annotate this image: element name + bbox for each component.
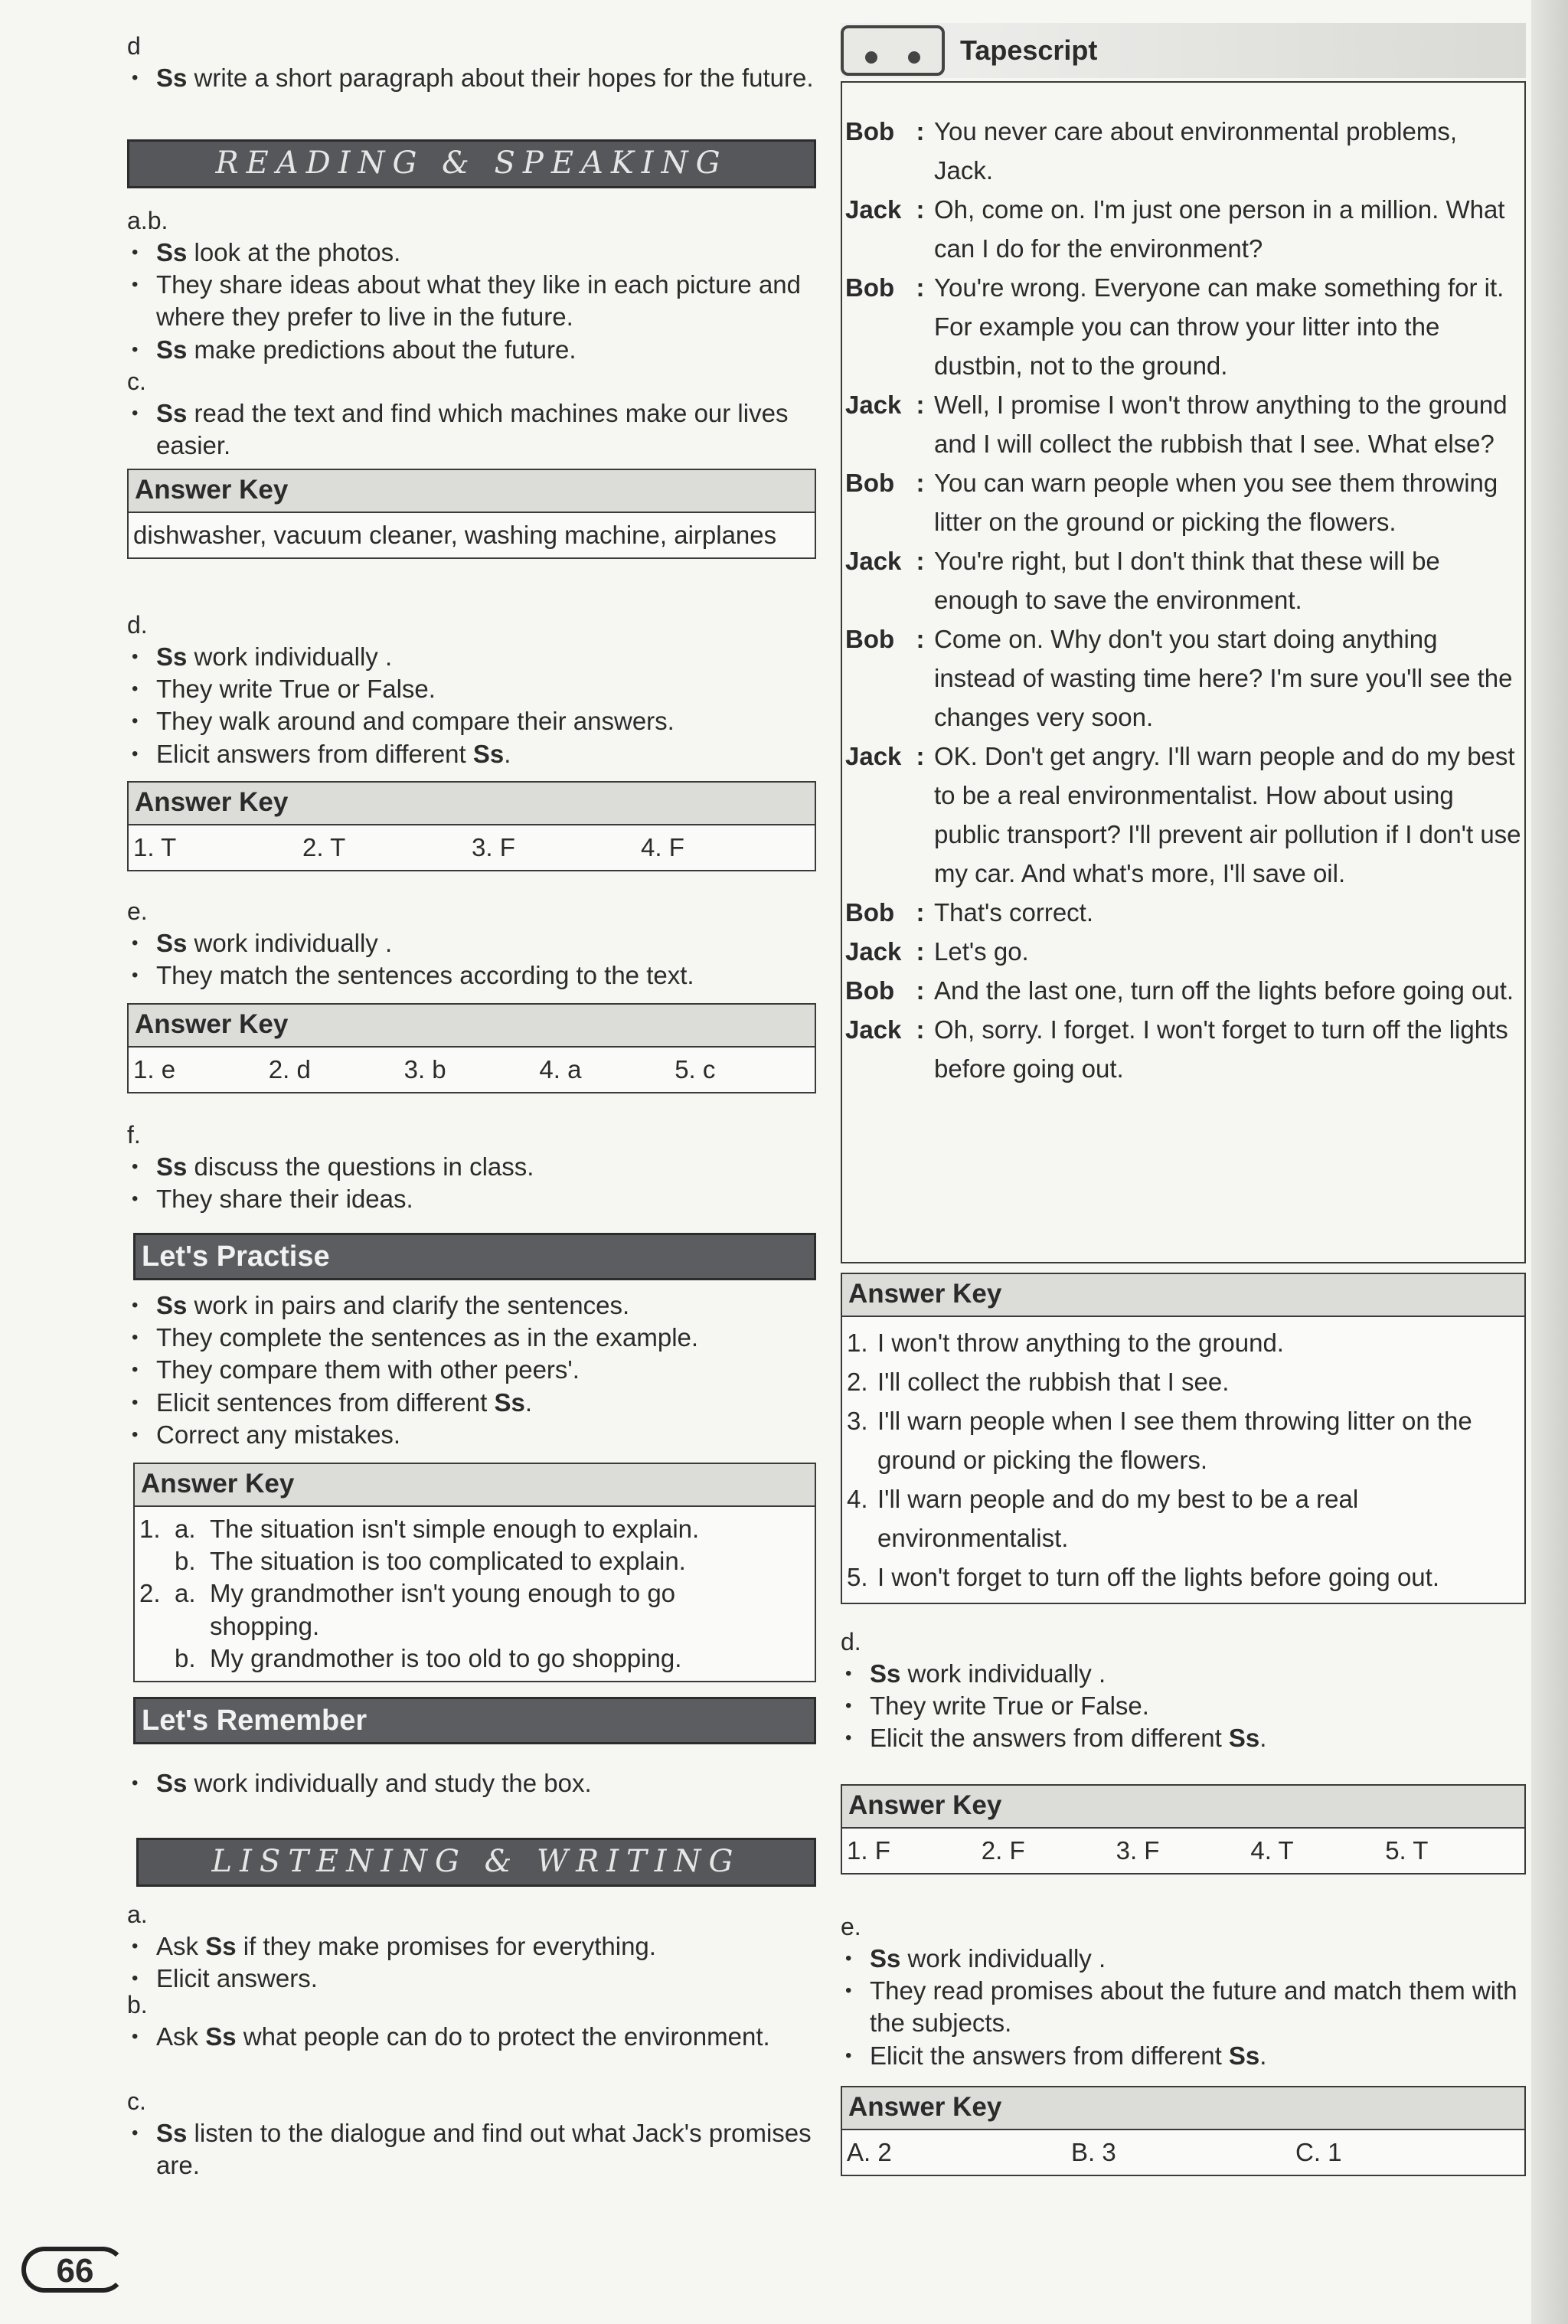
bold-term: Ss (156, 63, 188, 92)
bullet-text: work individually . (187, 928, 393, 957)
answer-cell: 5. c (675, 1055, 716, 1084)
bullet-list (127, 1930, 816, 1995)
bullet-text: They complete the sentences as in the example. (156, 1323, 699, 1352)
bullet-text: look at the photos. (187, 237, 401, 266)
bullet-text-end: . (1259, 1724, 1267, 1753)
answer-key-title: Answer Key (129, 470, 815, 513)
dialogue-text: Oh, sorry. I forget. I won't forget to turn off the lights before going out. (934, 1015, 1508, 1083)
dialogue-text: Come on. Why don't you start doing anything instead of wasting time here? I'm sure you'll see the changes very soon. (934, 625, 1513, 731)
answer-cell: 1. F (847, 1836, 890, 1865)
answer-line (139, 1513, 810, 1545)
answer-number: 4. (847, 1485, 868, 1513)
dialogue-text: Well, I promise I won't throw anything to the ground and I will collect the rubbish that I see. What else? (934, 391, 1508, 458)
answer-text: I won't forget to turn off the lights before going out. (877, 1563, 1439, 1591)
bold-term: Ss (156, 1152, 188, 1181)
speaker-name: Bob (845, 976, 895, 1005)
bullet-item (127, 1289, 816, 1322)
bullet-item (127, 334, 816, 366)
bullet-text: They walk around and compare their answers. (156, 707, 675, 736)
answer-cell: 2. d (268, 1055, 311, 1084)
section-letter: a.b. (127, 207, 168, 234)
answer-cell: 4. a (539, 1055, 582, 1084)
bold-term: Ss (156, 1769, 188, 1797)
dialogue-line (842, 893, 1524, 932)
bullet-item (127, 927, 816, 959)
speaker-colon: : (916, 195, 925, 224)
answer-key-title: Answer Key (135, 1464, 815, 1507)
answer-line (139, 1577, 810, 1610)
bullet-text: They share their ideas. (156, 1185, 413, 1214)
speaker-name: Jack (845, 195, 902, 224)
speaker-name: Jack (845, 547, 902, 575)
bullet-text: They match the sentences according to the text. (156, 961, 694, 990)
speaker-colon: : (916, 625, 925, 653)
dialogue-text: OK. Don't get angry. I'll warn people and do my best to be a real environmentalist. How about using public transport? I'll prevent air pollution if I don't use my car. And what's more, I'll save oil. (934, 742, 1521, 887)
answer-number: 2. (139, 1579, 161, 1608)
answer-line (847, 1323, 1520, 1362)
reading-speaking-banner (127, 139, 816, 188)
section-lc (127, 2086, 816, 2182)
bullet-list (127, 2117, 816, 2182)
answer-key-grid (842, 2130, 1524, 2175)
bullet-text: discuss the questions in class. (187, 1152, 534, 1181)
answer-key-1 (127, 469, 816, 559)
bold-term: Ss (205, 1931, 237, 1960)
speaker-name: Bob (845, 273, 895, 302)
bold-term: Ss (156, 928, 188, 957)
answer-text: shopping. (210, 1611, 320, 1640)
speaker-colon: : (916, 898, 925, 927)
speaker-colon: : (916, 1015, 925, 1044)
dialogue-line (842, 190, 1524, 268)
answer-line (139, 1610, 810, 1642)
answer-cell: 4. F (641, 833, 684, 861)
dialogue-text: You never care about environmental problems, Jack. (934, 117, 1458, 185)
answer-key-4 (133, 1463, 816, 1682)
answer-number (139, 1642, 175, 1675)
bullet-text: work individually . (187, 642, 393, 671)
bullet-text-end: . (1259, 2041, 1267, 2070)
bullet-text: Elicit the answers from different (870, 2041, 1229, 2070)
bold-term: Ss (494, 1388, 525, 1417)
answer-line (139, 1642, 810, 1675)
bullet-text: Ask (156, 1931, 206, 1960)
dialogue-text: Let's go. (934, 937, 1029, 966)
bullet-text: Elicit answers. (156, 1964, 318, 1993)
answer-number: 1. (847, 1329, 868, 1357)
dialogue-line (842, 541, 1524, 619)
bold-term: Ss (1228, 1724, 1260, 1753)
section-e (127, 896, 816, 992)
answer-text: My grandmother isn't young enough to go (210, 1579, 676, 1608)
bullet-list (127, 1151, 816, 1215)
speaker-colon: : (916, 469, 925, 497)
section-d (127, 610, 816, 770)
bold-term: Ss (156, 335, 188, 364)
bullet-item (127, 1151, 816, 1183)
section-letter: c. (127, 368, 146, 395)
section-lb (127, 1989, 816, 2053)
dialogue-line (842, 268, 1524, 385)
bullet-item (127, 1387, 816, 1419)
banner-title: LISTENING & WRITING (211, 1844, 741, 1880)
answer-key-title: Answer Key (842, 1274, 1524, 1317)
bullet-text: work individually and study the box. (187, 1769, 592, 1797)
bullet-text: Elicit the answers from different (870, 1724, 1229, 1753)
dialogue-line (842, 737, 1524, 893)
bullet-text: Correct any mistakes. (156, 1420, 401, 1449)
dialogue-line (842, 932, 1524, 971)
bullet-text-end: . (504, 739, 511, 768)
bullet-text: work individually . (900, 1943, 1106, 1973)
answer-key-3 (127, 1003, 816, 1093)
answer-number: 1. (139, 1515, 161, 1543)
page-edge (1531, 0, 1568, 2324)
bullet-list (127, 641, 816, 770)
bar-title: Let's Remember (142, 1704, 368, 1737)
dialogue-line (842, 463, 1524, 541)
bullet-item (127, 1183, 816, 1215)
section-letter: d. (841, 1628, 861, 1656)
dialogue-line (842, 112, 1524, 190)
answer-text: I'll warn people when I see them throwing litter on the ground or picking the flowers. (877, 1407, 1472, 1474)
bold-term: Ss (472, 739, 505, 768)
answer-text: I won't throw anything to the ground. (877, 1329, 1284, 1357)
bold-term: Ss (1228, 2041, 1260, 2070)
answer-cell: 3. b (403, 1055, 446, 1084)
speaker-name: Bob (845, 117, 895, 145)
answer-key-lines (135, 1507, 815, 1681)
answer-text: My grandmother is too old to go shopping. (210, 1643, 682, 1672)
section-practise (127, 1289, 816, 1451)
answer-cell: 1. e (133, 1055, 176, 1084)
bullet-item (127, 2117, 816, 2182)
answer-key-2 (127, 781, 816, 871)
bullet-list (841, 1658, 1526, 1755)
dialogue-text: You're wrong. Everyone can make something for it. For example you can throw your litter into the dustbin, not to the ground. (934, 273, 1504, 380)
bold-term: Ss (156, 2118, 188, 2147)
lets-remember-bar (133, 1697, 816, 1744)
speaker-name: Jack (845, 742, 902, 770)
speaker-name: Bob (845, 469, 895, 497)
answer-line (847, 1362, 1520, 1401)
bullet-item (127, 1354, 816, 1386)
bold-term: Ss (205, 2022, 237, 2051)
bullet-list (841, 1943, 1526, 2072)
tapescript-title: Tapescript (960, 34, 1098, 66)
section-letter: e. (841, 1913, 861, 1940)
answer-key-text: dishwasher, vacuum cleaner, washing machine, airplanes (133, 521, 777, 549)
bullet-text: work individually . (900, 1659, 1106, 1688)
dialogue-text: You can warn people when you see them throwing litter on the ground or picking the flowers. (934, 469, 1498, 536)
section-right-e (841, 1911, 1526, 2072)
bullet-text: write a short paragraph about their hopes for the future. (187, 63, 814, 92)
answer-number (139, 1545, 175, 1577)
speaker-colon: : (916, 937, 925, 966)
bullet-item (841, 1975, 1526, 2039)
bullet-item (127, 1322, 816, 1354)
answer-key-6 (841, 1784, 1526, 1875)
answer-sub-letter: a. (175, 1515, 196, 1543)
dialogue-text: You're right, but I don't think that these will be enough to save the environment. (934, 547, 1440, 614)
bullet-text: Elicit sentences from different (156, 1388, 495, 1417)
bullet-item (841, 1690, 1526, 1722)
page-number-text: 66 (56, 2251, 94, 2290)
section-letter: f. (127, 1121, 141, 1149)
bullet-item (127, 1930, 816, 1963)
answer-cell: 2. F (981, 1836, 1025, 1865)
answer-number: 2. (847, 1368, 868, 1396)
bullet-item (127, 959, 816, 992)
bold-term: Ss (156, 642, 188, 671)
answer-sub-letter: b. (175, 1547, 196, 1576)
bullet-list (127, 237, 816, 366)
bullet-list (127, 62, 816, 94)
cassette-tape-icon (841, 25, 945, 76)
bold-term: Ss (870, 1659, 901, 1688)
bold-term: Ss (156, 1291, 188, 1319)
bullet-item (127, 705, 816, 737)
section-la (127, 1899, 816, 1995)
bullet-text: work in pairs and clarify the sentences. (187, 1291, 630, 1319)
dialogue-text: That's correct. (934, 898, 1094, 927)
answer-text: The situation is too complicated to explain. (210, 1547, 686, 1576)
dialogue-line (842, 1010, 1524, 1088)
speaker-name: Bob (845, 625, 895, 653)
answer-cell: 4. T (1250, 1836, 1294, 1865)
bullet-text: make predictions about the future. (187, 335, 577, 364)
tapescript-header (841, 23, 1526, 78)
bullet-item (841, 1722, 1526, 1754)
lets-practise-bar (133, 1233, 816, 1280)
answer-key-7 (841, 2086, 1526, 2176)
answer-cell: C. 1 (1295, 2138, 1342, 2166)
listening-writing-banner (136, 1838, 816, 1887)
bullet-item (127, 397, 816, 462)
answer-cell: B. 3 (1071, 2138, 1116, 2166)
bullet-text-end: if they make promises for everything. (236, 1931, 656, 1960)
bullet-list (127, 397, 816, 462)
bullet-item (127, 673, 816, 705)
answer-cell: 1. T (133, 833, 177, 861)
bullet-item (127, 1767, 816, 1799)
bullet-item (127, 237, 816, 269)
answer-key-grid (129, 825, 815, 870)
answer-line (847, 1479, 1520, 1558)
answer-key-title: Answer Key (129, 1005, 815, 1048)
bullet-item (841, 2040, 1526, 2072)
answer-sub-letter: a. (175, 1579, 196, 1608)
bullet-text: They share ideas about what they like in each picture and where they prefer to live in the future. (156, 270, 802, 332)
bullet-list (127, 1289, 816, 1451)
answer-key-title: Answer Key (842, 2087, 1524, 2130)
section-letter: c. (127, 2087, 146, 2115)
bullet-item (127, 641, 816, 673)
section-c (127, 366, 816, 462)
bullet-list (127, 927, 816, 992)
bar-title: Let's Practise (142, 1240, 330, 1273)
bullet-text: They write True or False. (156, 675, 436, 704)
answer-key-title: Answer Key (129, 783, 815, 825)
answer-number: 5. (847, 1563, 868, 1591)
dialogue-line (842, 385, 1524, 463)
answer-line (847, 1558, 1520, 1597)
page-number (18, 2244, 132, 2299)
speaker-colon: : (916, 273, 925, 302)
dialogue-line (842, 619, 1524, 737)
speaker-colon: : (916, 547, 925, 575)
answer-number (139, 1610, 175, 1642)
bullet-list (127, 1767, 816, 1799)
dialogue-text: Oh, come on. I'm just one person in a million. What can I do for the environment? (934, 195, 1505, 263)
bullet-text-end: what people can do to protect the environment. (236, 2022, 770, 2051)
bold-term: Ss (870, 1943, 901, 1973)
answer-number: 3. (847, 1407, 868, 1435)
answer-text: I'll collect the rubbish that I see. (877, 1368, 1230, 1396)
bullet-item (127, 1419, 816, 1451)
answer-cell: 3. F (1116, 1836, 1160, 1865)
speaker-colon: : (916, 742, 925, 770)
section-right-d (841, 1626, 1526, 1755)
section-letter: a. (127, 1901, 148, 1928)
speaker-name: Bob (845, 898, 895, 927)
answer-cell: 2. T (302, 833, 346, 861)
answer-sub-letter: b. (175, 1643, 196, 1672)
answer-key-lines (842, 1317, 1524, 1603)
answer-line (139, 1545, 810, 1577)
speaker-name: Jack (845, 391, 902, 419)
speaker-colon: : (916, 391, 925, 419)
bullet-item (127, 738, 816, 770)
tapescript-dialogue (841, 81, 1526, 1263)
section-d-top (127, 31, 816, 94)
answer-text: The situation isn't simple enough to explain. (210, 1515, 700, 1543)
answer-key-5 (841, 1273, 1526, 1604)
answer-key-grid (129, 1048, 815, 1092)
speaker-name: Jack (845, 1015, 902, 1044)
speaker-name: Jack (845, 937, 902, 966)
bold-term: Ss (156, 237, 188, 266)
dialogue-line (842, 971, 1524, 1010)
bullet-text: Elicit answers from different (156, 739, 473, 768)
bullet-text: listen to the dialogue and find out what Jack's promises are. (156, 2118, 812, 2180)
bullet-item (841, 1943, 1526, 1975)
section-letter: b. (127, 1991, 148, 2018)
section-f (127, 1120, 816, 1215)
answer-cell: 5. T (1385, 1836, 1429, 1865)
answer-key-title: Answer Key (842, 1786, 1524, 1829)
bullet-item (841, 1658, 1526, 1690)
bullet-item (127, 269, 816, 333)
section-remember (127, 1767, 816, 1799)
speaker-colon: : (916, 117, 925, 145)
answer-key-grid (842, 1829, 1524, 1873)
answer-text: I'll warn people and do my best to be a real environmentalist. (877, 1485, 1359, 1552)
section-letter: d (127, 32, 141, 60)
bullet-text: Ask (156, 2022, 206, 2051)
bullet-item (127, 62, 816, 94)
bullet-text-end: . (524, 1388, 532, 1417)
section-letter: d. (127, 611, 148, 639)
dialogue-text: And the last one, turn off the lights before going out. (934, 976, 1514, 1005)
answer-cell: A. 2 (847, 2138, 892, 2166)
bullet-text: read the text and find which machines make our lives easier. (156, 398, 789, 460)
answer-cell: 3. F (472, 833, 515, 861)
bullet-list (127, 2021, 816, 2053)
bullet-text: They write True or False. (870, 1692, 1149, 1721)
bullet-item (127, 2021, 816, 2053)
banner-title: READING & SPEAKING (215, 145, 728, 181)
answer-line (847, 1401, 1520, 1479)
section-letter: e. (127, 897, 148, 925)
section-ab (127, 205, 816, 366)
bullet-text: They compare them with other peers'. (156, 1355, 580, 1384)
speaker-colon: : (916, 976, 925, 1005)
bullet-text: They read promises about the future and match them with the subjects. (870, 1976, 1517, 2038)
answer-sub-letter (175, 1610, 210, 1642)
bold-term: Ss (156, 398, 188, 427)
